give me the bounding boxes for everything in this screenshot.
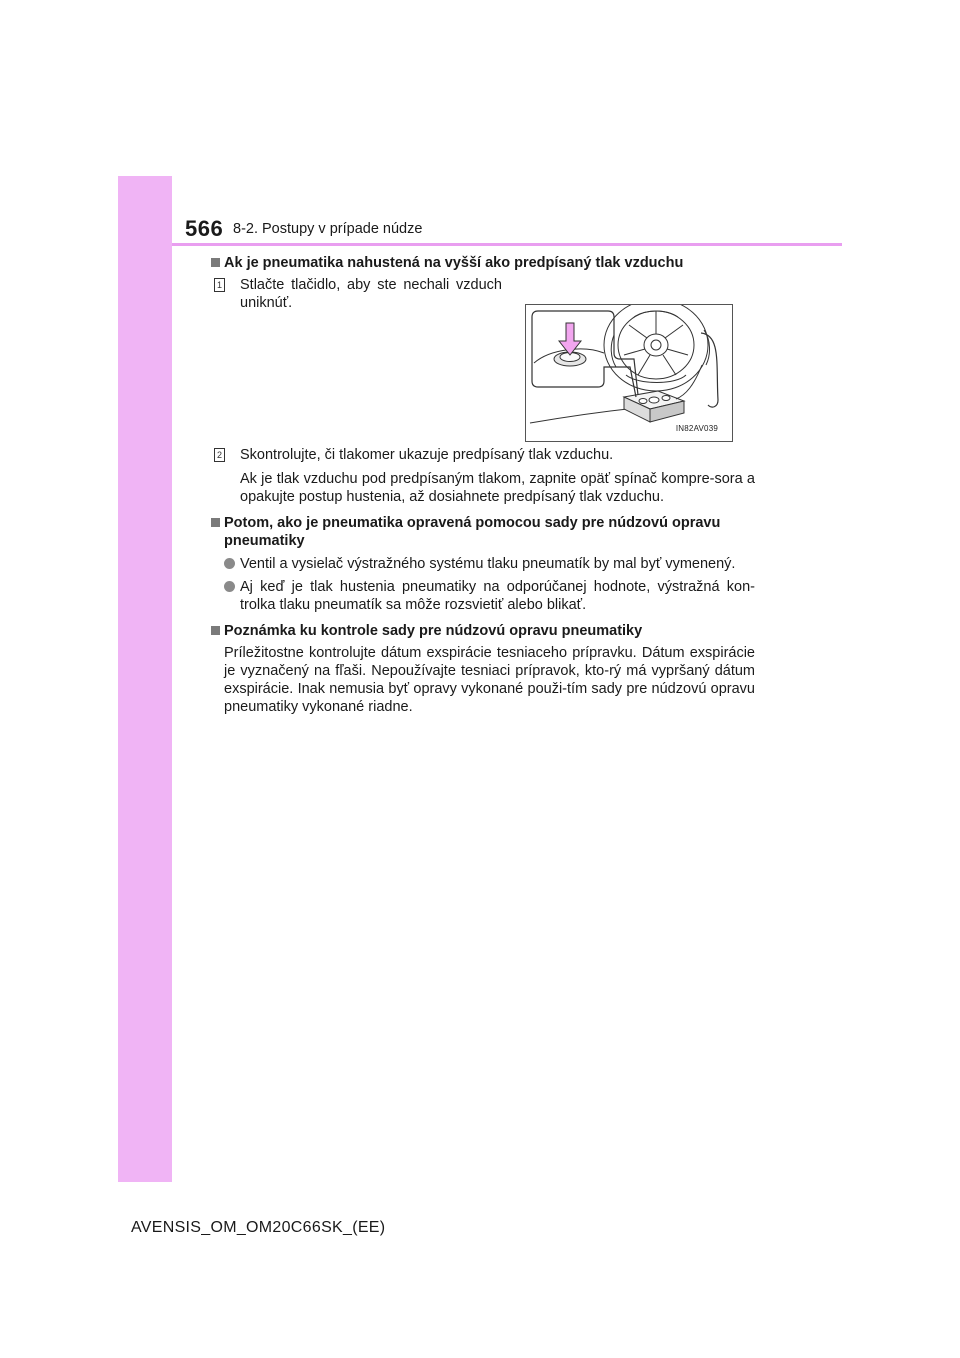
bullet-item: Ventil a vysielač výstražného systému tlaku pneumatík by mal byť vymenený. xyxy=(210,555,755,573)
page-content xyxy=(210,254,755,716)
section-title: 8-2. Postupy v prípade núdze xyxy=(233,221,423,237)
step-2-note: Ak je tlak vzduchu pod predpísaným tlakom, zapnite opäť spínač kompre-sora a opakujte postup hustenia, až dosiahnete predpísaný tlak vzduchu. xyxy=(240,471,755,505)
step-number-badge: 2 xyxy=(214,448,225,462)
heading-kit-check: Poznámka ku kontrole sady pre núdzovú opravu pneumatiky xyxy=(210,622,755,640)
header-divider xyxy=(172,243,842,246)
heading-after-repair: Potom, ako je pneumatika opravená pomocou sady pre núdzovú opravu pneumatiky xyxy=(210,514,755,550)
bullet-item: Aj keď je tlak hustenia pneumatiky na odporúčanej hodnote, výstražná kon-trolka tlaku pneumatík sa môže rozsvietiť alebo blikať. xyxy=(210,578,755,614)
step-1-text: Stlačte tlačidlo, aby ste nechali vzduch uniknúť. xyxy=(240,277,502,311)
heading-overinflated: Ak je pneumatika nahustená na vyšší ako predpísaný tlak vzduchu xyxy=(210,254,755,272)
document-code: AVENSIS_OM_OM20C66SK_(EE) xyxy=(131,1219,386,1236)
step-1 xyxy=(210,276,755,446)
step-2-text: Skontrolujte, či tlakomer ukazuje predpísaný tlak vzduchu. xyxy=(240,447,614,463)
kit-check-text: Príležitostne kontrolujte dátum exspirácie tesniaceho prípravku. Dátum exspirácie je vyznačený na fľaši. Nepoužívajte tesniaci prípravok, kto-rý má vypršaný dátum exspirácie. Inak nemusia byť opravy vykonané použi-tím sady pre núdzovú opravu pneumatiky vykonané riadne. xyxy=(224,645,755,715)
page-number: 566 xyxy=(185,216,224,241)
step-2 xyxy=(210,446,755,464)
illustration-code: IN82AV039 xyxy=(675,424,718,433)
chapter-tab-bar xyxy=(118,176,172,1182)
step-number-badge: 1 xyxy=(214,278,225,292)
compressor-release-illustration xyxy=(525,304,733,442)
